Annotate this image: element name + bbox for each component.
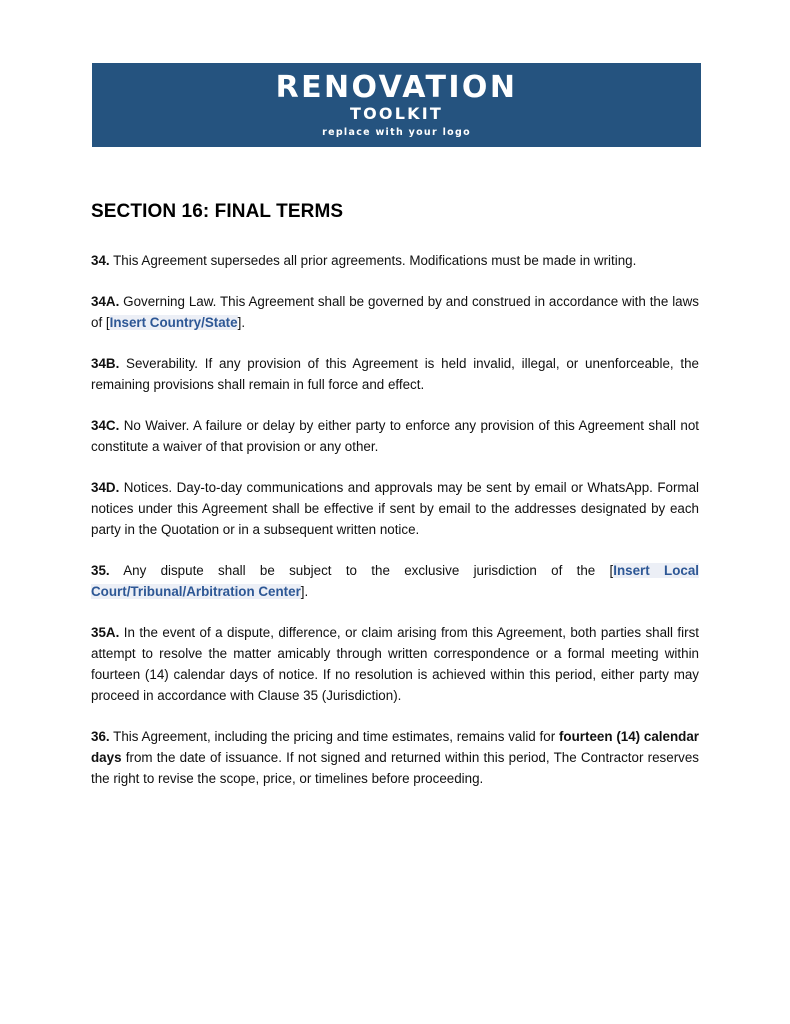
placeholder-local-court[interactable]: Insert Local Court/Tribunal/Arbitration Center bbox=[91, 563, 699, 599]
clause-number: 34B. bbox=[91, 356, 120, 371]
clause-34b bbox=[91, 353, 699, 395]
clause-34 bbox=[91, 250, 699, 271]
clause-34c bbox=[91, 415, 699, 457]
clause-35a bbox=[91, 622, 699, 706]
banner-logo-placeholder-text: replace with your logo bbox=[322, 127, 471, 138]
clause-text-tail: ]. bbox=[300, 584, 309, 599]
banner-title: RENOVATION bbox=[275, 70, 518, 105]
clause-text: Notices. Day-to-day communications and approvals may be sent by email or WhatsApp. Formal notices under this Agreement shall be effective if sent by email to the addresses designated by each party in the Quotation or in a subsequent written notice. bbox=[91, 480, 699, 537]
document-body bbox=[91, 200, 699, 789]
clause-35 bbox=[91, 560, 699, 602]
clause-34d bbox=[91, 477, 699, 540]
page-title: SECTION 16: FINAL TERMS bbox=[91, 201, 344, 222]
clause-emphasis-validity-period: fourteen (14) calendar days bbox=[91, 729, 699, 765]
clause-number: 34D. bbox=[91, 480, 120, 495]
clause-text: Any dispute shall be subject to the exclusive jurisdiction of the [ bbox=[109, 563, 614, 578]
clause-number: 35A. bbox=[91, 625, 120, 640]
clause-number: 34C. bbox=[91, 418, 120, 433]
clause-text: In the event of a dispute, difference, or claim arising from this Agreement, both parties shall first attempt to resolve the matter amicably through written correspondence or a formal meeting within fourteen (14) calendar days of notice. If no resolution is achieved within this period, either party may proceed in accordance with Clause 35 (Jurisdiction). bbox=[91, 625, 699, 703]
clause-number: 35. bbox=[91, 563, 110, 578]
clause-text: This Agreement supersedes all prior agreements. Modifications must be made in writing. bbox=[109, 253, 637, 268]
clause-text-tail: ]. bbox=[237, 315, 246, 330]
clause-number: 34. bbox=[91, 253, 110, 268]
clause-text-tail: from the date of issuance. If not signed and returned within this period, The Contractor reserves the right to revise the scope, price, or timelines before proceeding. bbox=[91, 750, 699, 786]
clause-text: Severability. If any provision of this Agreement is held invalid, illegal, or unenforceable, the remaining provisions shall remain in full force and effect. bbox=[91, 356, 699, 392]
clause-number: 36. bbox=[91, 729, 110, 744]
header-banner bbox=[92, 63, 701, 147]
placeholder-country-state[interactable]: Insert Country/State bbox=[109, 315, 238, 330]
banner-subtitle: TOOLKIT bbox=[350, 104, 443, 123]
clause-34a bbox=[91, 291, 699, 333]
clause-text: This Agreement, including the pricing and time estimates, remains valid for bbox=[109, 729, 559, 744]
clause-36 bbox=[91, 726, 699, 789]
clause-text: Governing Law. This Agreement shall be governed by and construed in accordance with the laws of [ bbox=[91, 294, 699, 330]
clause-text: No Waiver. A failure or delay by either party to enforce any provision of this Agreement shall not constitute a waiver of that provision or any other. bbox=[91, 418, 699, 454]
clause-number: 34A. bbox=[91, 294, 120, 309]
